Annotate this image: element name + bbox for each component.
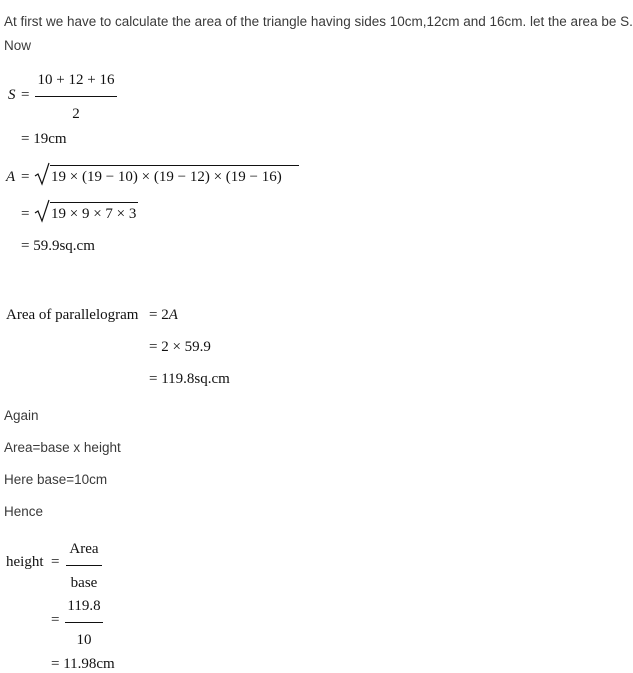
hence-label: Hence	[4, 504, 44, 519]
s-result: = 19cm	[21, 131, 67, 147]
a-result: = 59.9sq.cm	[21, 238, 95, 254]
a-step-radicand: 19 × 9 × 7 × 3	[50, 202, 138, 223]
parallelogram-step: = 2 × 59.9	[149, 339, 211, 355]
parallelogram-result: = 119.8sq.cm	[149, 371, 230, 387]
radical-icon	[34, 162, 50, 186]
now-label: Now	[4, 38, 32, 53]
a-step-sqrt	[34, 199, 138, 223]
a-variable: A	[6, 169, 16, 185]
s-denominator: 2	[72, 106, 80, 122]
a-equals: =	[21, 169, 30, 185]
radical-icon	[34, 199, 50, 223]
parallelogram-label: Area of parallelogram	[6, 307, 139, 323]
height-step-numerator: 119.8	[67, 598, 101, 614]
height-fraction-bar	[66, 565, 102, 566]
s-numerator: 10 + 12 + 16	[37, 72, 115, 88]
height-step-equals: =	[51, 612, 60, 628]
height-step-denominator: 10	[76, 632, 92, 648]
parallelogram-eq-two: = 2	[149, 307, 169, 323]
height-step-fraction	[65, 598, 103, 649]
height-step-fraction-bar	[65, 622, 103, 623]
intro-text: At first we have to calculate the area of the triangle having sides 10cm,12cm and 16cm. let the area be S.	[4, 14, 633, 29]
a-sqrt	[34, 162, 299, 186]
s-variable: S	[8, 87, 16, 103]
height-variable: height	[6, 554, 44, 570]
area-formula-text: Area=base x height	[4, 440, 121, 455]
height-fraction	[66, 541, 102, 592]
again-label: Again	[4, 408, 39, 423]
parallelogram-eq	[149, 307, 178, 324]
height-equals: =	[51, 554, 60, 570]
base-text: Here base=10cm	[4, 472, 108, 487]
s-fraction	[35, 72, 117, 123]
s-equals: =	[21, 87, 30, 103]
height-numerator: Area	[69, 541, 99, 557]
a-radicand: 19 × (19 − 10) × (19 − 12) × (19 − 16)	[50, 165, 299, 186]
height-denominator: base	[70, 575, 98, 591]
parallelogram-var: A	[168, 307, 178, 323]
a-step-equals: =	[21, 206, 30, 222]
height-result: = 11.98cm	[51, 656, 115, 672]
s-fraction-bar	[35, 96, 117, 97]
